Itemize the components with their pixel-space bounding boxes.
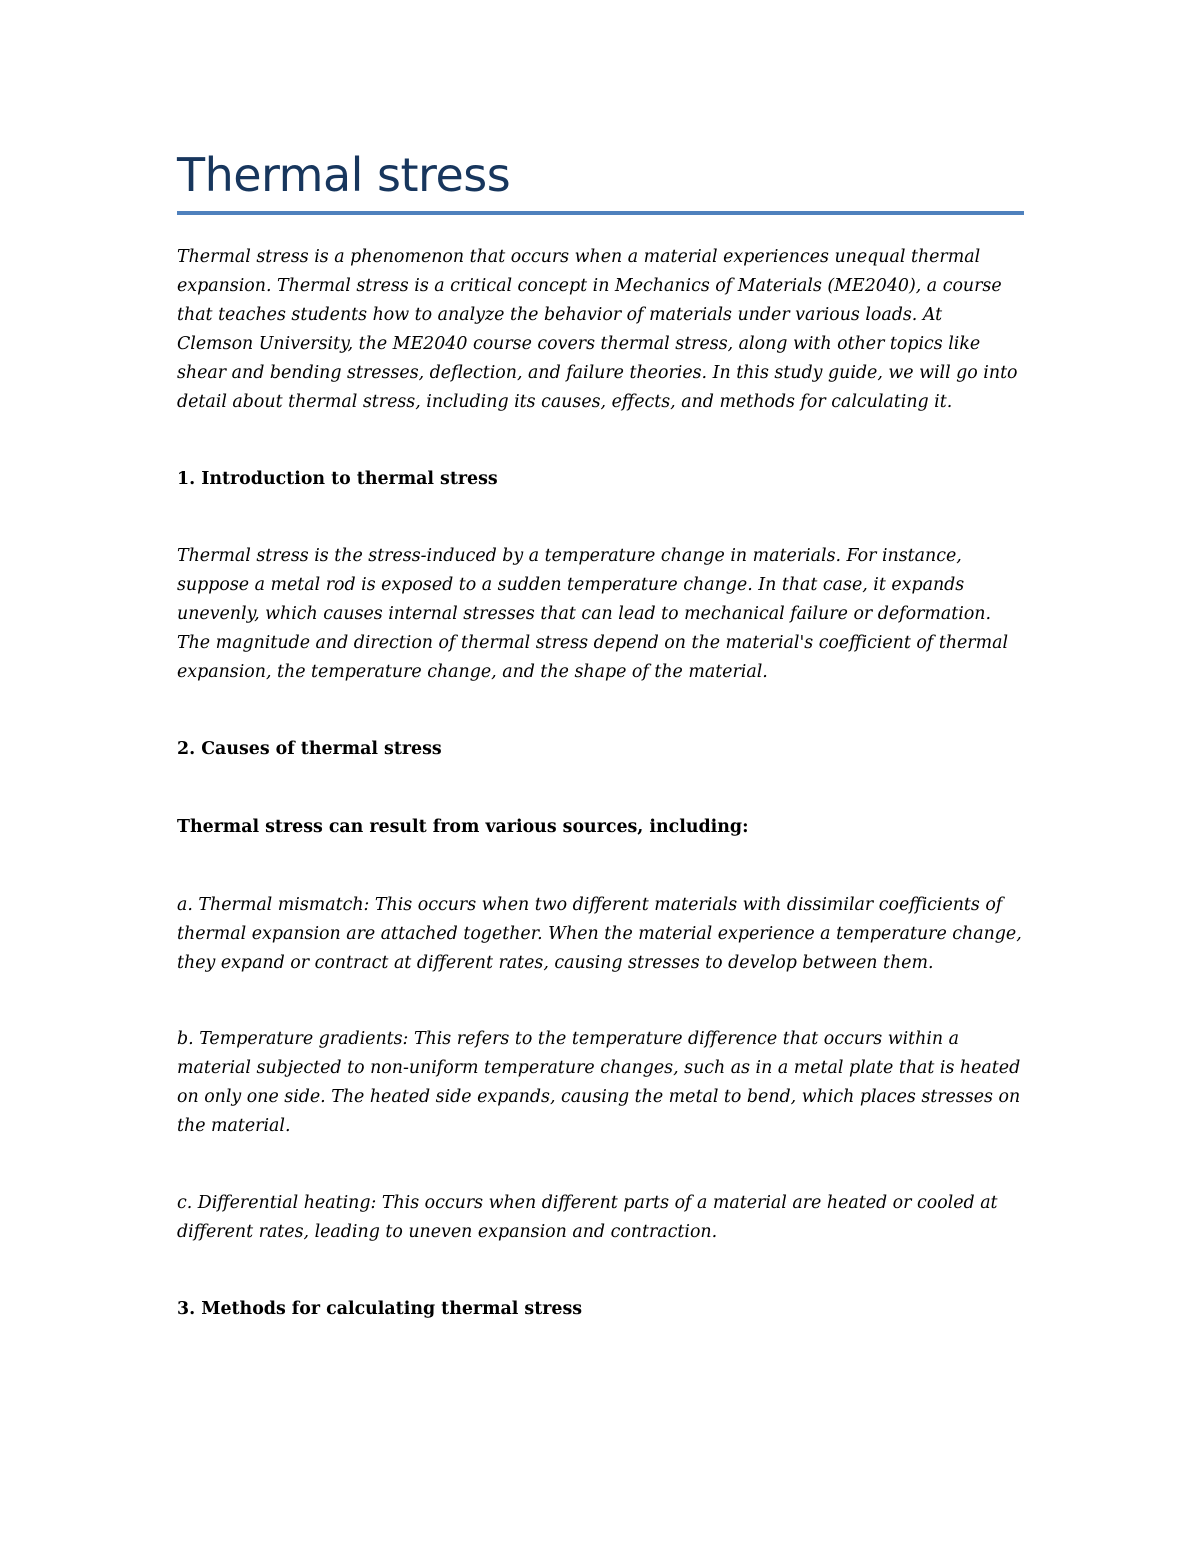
- section-1-heading: 1. Introduction to thermal stress: [177, 469, 498, 489]
- section-1-body: Thermal stress is the stress-induced by a temperature change in materials. For instance, suppose a metal rod is exposed to a sudden temperature change. In that case, it expands unevenly, which causes internal stresses that can lead to mechanical failure or deformation. The magnitude and direction of thermal stress depend on the material's coefficient of thermal expansion, the temperature change, and the shape of the material.: [177, 546, 1009, 682]
- cause-item-b: b. Temperature gradients: This refers to the temperature difference that occurs within a material subjected to non-uniform temperature changes, such as in a metal plate that is heated on only one side. The heated side expands, causing the metal to bend, which places stresses on the material.: [177, 1029, 1021, 1136]
- section-2-heading: 2. Causes of thermal stress: [177, 739, 442, 759]
- section-2-lead: Thermal stress can result from various sources, including:: [177, 817, 749, 837]
- cause-item-c: c. Differential heating: This occurs when different parts of a material are heated or cooled at different rates, leading to uneven expansion and contraction.: [177, 1193, 998, 1242]
- document-content: [177, 145, 1023, 1324]
- cause-item-a: a. Thermal mismatch: This occurs when two different materials with dissimilar coefficients of thermal expansion are attached together. When the material experience a temperature change, they expand or contract at different rates, causing stresses to develop between them.: [177, 895, 1022, 973]
- document-title: Thermal stress: [177, 148, 511, 202]
- intro-paragraph: Thermal stress is a phenomenon that occurs when a material experiences unequal thermal expansion. Thermal stress is a critical concept in Mechanics of Materials (ME2040), a course that teaches students how to analyze the behavior of materials under various loads. At Clemson University, the ME2040 course covers thermal stress, along with other topics like shear and bending stresses, deflection, and failure theories. In this study guide, we will go into detail about thermal stress, including its causes, effects, and methods for calculating it.: [177, 247, 1018, 412]
- title-underline: [177, 211, 1024, 215]
- section-3-heading: 3. Methods for calculating thermal stress: [177, 1299, 583, 1319]
